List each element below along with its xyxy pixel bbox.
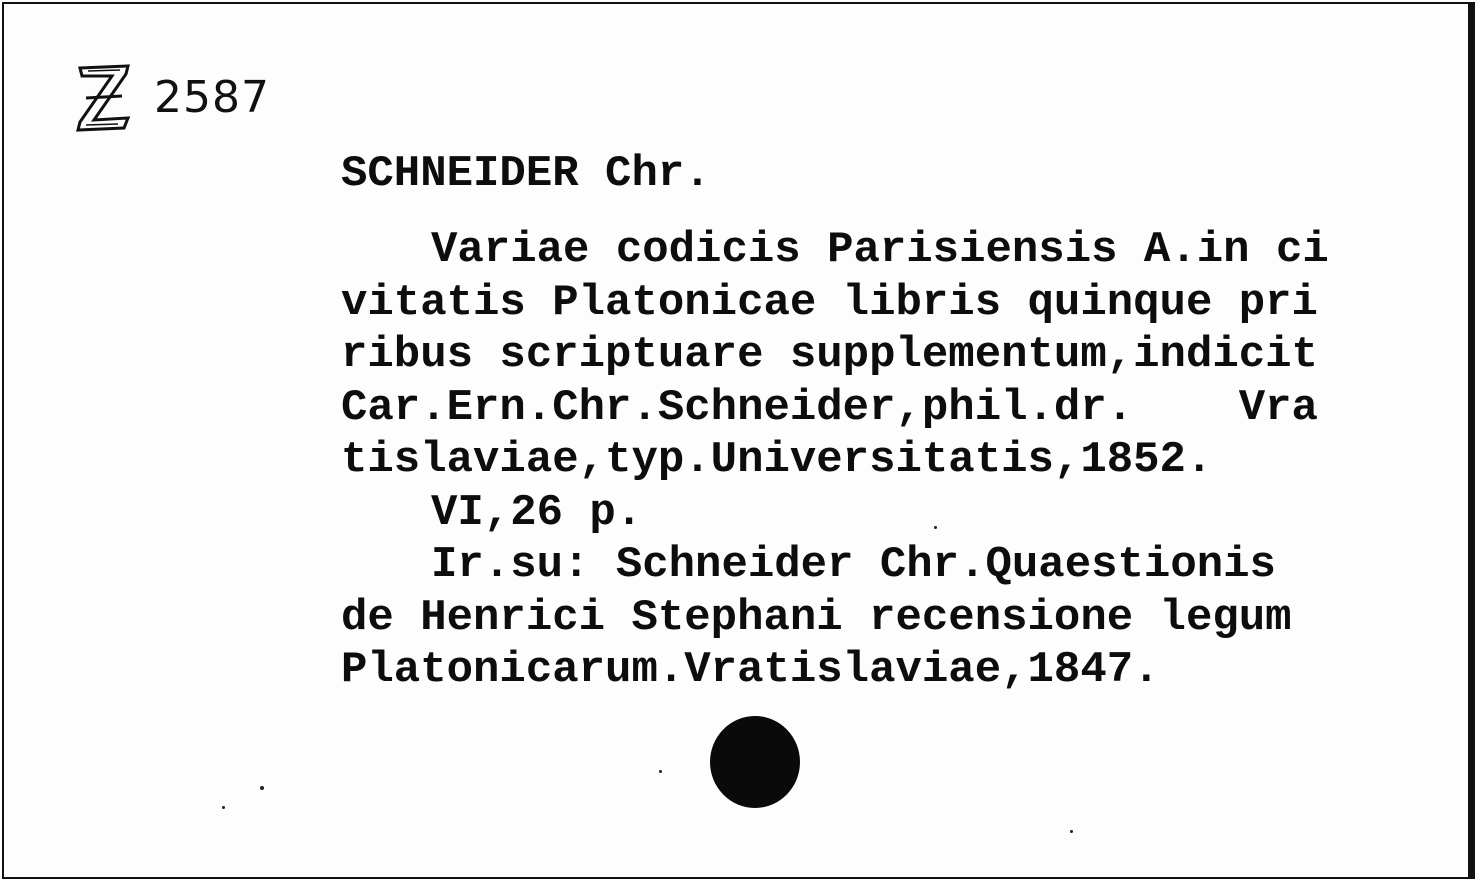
z-letter-icon [74,62,134,132]
author-heading: SCHNEIDER Chr. [341,149,711,199]
speck [934,526,937,529]
shelfmark-stamp [74,62,134,132]
card-text-line: Car.Ern.Chr.Schneider,phil.dr. Vra [341,382,1318,433]
card-text-line: Ir.su: Schneider Chr.Quaestionis [431,540,1276,590]
card-text-line: vitatis Platonicae libris quinque pri [341,277,1318,328]
card-text-line: ribus scriptuare supplementum,indicit [341,330,1318,380]
speck [260,786,264,790]
card-text-line: Variae codicis Parisiensis A.in ci [431,225,1329,275]
card-text-line: de Henrici Stephani recensione legum [341,592,1292,643]
punch-hole [710,716,800,808]
bibliographic-description [341,224,1471,697]
speck [659,770,662,773]
speck [222,806,225,809]
call-number: 2587 [154,72,270,123]
card-text-line: VI,26 p. [431,487,643,538]
card-text-line: Platonicarum.Vratislaviae,1847. [341,645,1160,695]
catalog-card [2,2,1475,879]
card-text-line: tislaviae,typ.Universitatis,1852. [341,435,1213,485]
speck [1070,830,1073,833]
